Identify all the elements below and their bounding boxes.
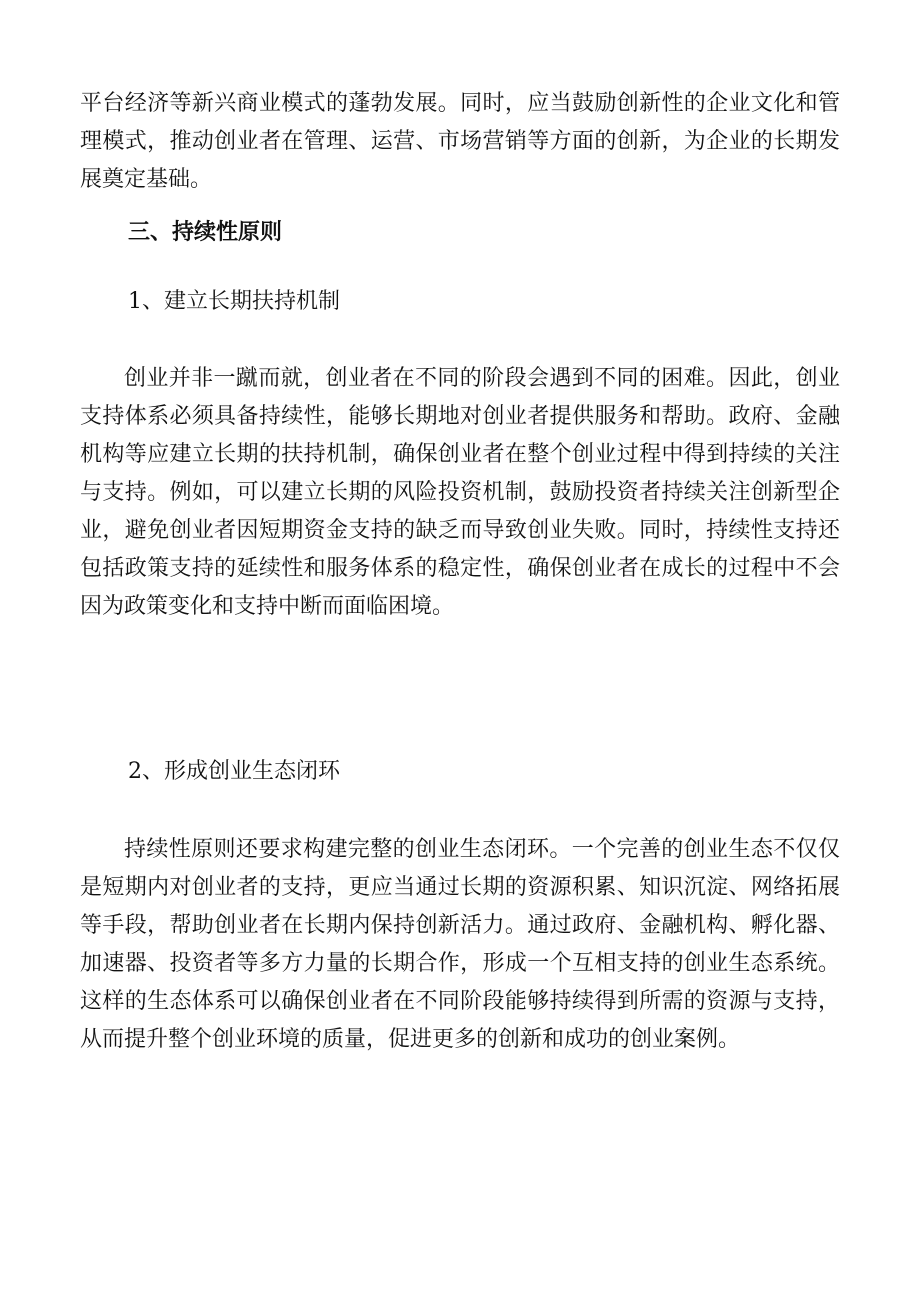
subsection-paragraph-2: 持续性原则还要求构建完整的创业生态闭环。一个完善的创业生态不仅仅是短期内对创业者的支持，更应当通过长期的资源积累、知识沉淀、网络拓展等手段，帮助创业者在长期内保持创新活力。通过政府、金融机构、孵化器、加速器、投资者等多方力量的长期合作，形成一个互相支持的创业生态系统。这样的生态体系可以确保创业者在不同阶段能够持续得到所需的资源与支持，从而提升整个创业环境的质量，促进更多的创新和成功的创业案例。 [80, 837, 840, 1052]
intro-paragraph: 平台经济等新兴商业模式的蓬勃发展。同时，应当鼓励创新性的企业文化和管理模式，推动创业者在管理、运营、市场营销等方面的创新，为企业的长期发展奠定基础。 [80, 91, 840, 192]
subsection-heading-1: 1、建立长期扶持机制 [128, 289, 340, 314]
subsection-heading-2: 2、形成创业生态闭环 [128, 759, 340, 784]
subsection-paragraph-1: 创业并非一蹴而就，创业者在不同的阶段会遇到不同的困难。因此，创业支持体系必须具备持续性，能够长期地对创业者提供服务和帮助。政府、金融机构等应建立长期的扶持机制，确保创业者在整个创业过程中得到持续的关注与支持。例如，可以建立长期的风险投资机制，鼓励投资者持续关注创新型企业，避免创业者因短期资金支持的缺乏而导致创业失败。同时，持续性支持还包括政策支持的延续性和服务体系的稳定性，确保创业者在成长的过程中不会因为政策变化和支持中断而面临困境。 [80, 366, 840, 619]
section-heading: 三、持续性原则 [128, 219, 283, 245]
